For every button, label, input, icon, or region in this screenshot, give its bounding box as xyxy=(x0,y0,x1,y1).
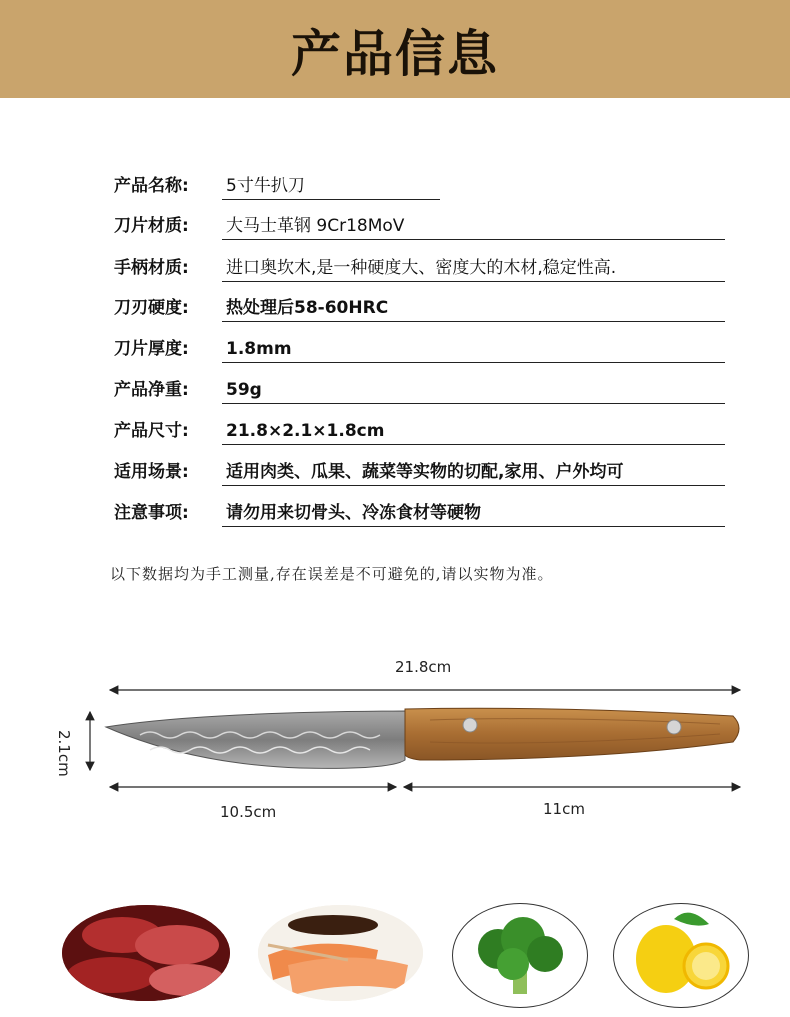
spec-row-size xyxy=(110,403,725,445)
dimension-total-length-label: 21.8cm xyxy=(395,658,452,676)
spec-row-hardness xyxy=(110,280,725,322)
spec-row-usage xyxy=(110,444,725,486)
spec-label: 刀片材质: xyxy=(114,216,189,236)
measurement-note: 以下数据均为手工测量,存在误差是不可避免的,请以实物为准。 xyxy=(110,565,554,583)
spec-value: 适用肉类、瓜果、蔬菜等实物的切配,家用、户外均可 xyxy=(226,462,624,482)
meat-image xyxy=(62,905,230,1001)
spec-label: 产品尺寸: xyxy=(114,421,189,441)
spec-row-thickness xyxy=(110,321,725,363)
knife-blade xyxy=(106,711,405,768)
handle-rivet xyxy=(667,720,681,734)
spec-label: 适用场景: xyxy=(114,462,189,482)
spec-label: 产品名称: xyxy=(114,176,189,196)
spec-value: 请勿用来切骨头、冷冻食材等硬物 xyxy=(226,503,481,523)
salmon-sashimi-image xyxy=(258,905,423,1001)
spec-label: 产品净重: xyxy=(114,380,189,400)
header-banner xyxy=(0,0,790,98)
spec-label: 刀片厚度: xyxy=(114,339,189,359)
knife-handle xyxy=(405,708,739,760)
spec-row-name xyxy=(110,158,725,200)
spec-row-blade-material xyxy=(110,198,725,240)
spec-value: 5寸牛扒刀 xyxy=(226,176,305,196)
spec-row-handle-material xyxy=(110,240,725,282)
spec-value: 1.8mm xyxy=(226,339,292,359)
page-title: 产品信息 xyxy=(291,25,499,83)
dimension-handle-length-label: 11cm xyxy=(543,800,585,818)
spec-label: 手柄材质: xyxy=(114,258,189,278)
spec-value: 热处理后58-60HRC xyxy=(226,298,389,318)
spec-value: 进口奥坎木,是一种硬度大、密度大的木材,稳定性高. xyxy=(226,258,617,278)
lemon-image xyxy=(613,903,749,1008)
spec-label: 刀刃硬度: xyxy=(114,298,189,318)
spec-label: 注意事项: xyxy=(114,503,189,523)
handle-rivet xyxy=(463,718,477,732)
spec-value: 21.8×2.1×1.8cm xyxy=(226,421,385,441)
spec-row-weight xyxy=(110,362,725,404)
damascus-pattern xyxy=(140,732,380,738)
spec-value: 大马士革钢 9Cr18MoV xyxy=(226,216,405,236)
spec-value: 59g xyxy=(226,380,262,400)
spec-row-notice xyxy=(110,485,725,527)
spec-divider xyxy=(222,526,725,527)
broccoli-image xyxy=(452,903,588,1008)
dimension-blade-length-label: 10.5cm xyxy=(220,803,277,821)
dimension-height-label: 2.1cm xyxy=(55,730,73,777)
